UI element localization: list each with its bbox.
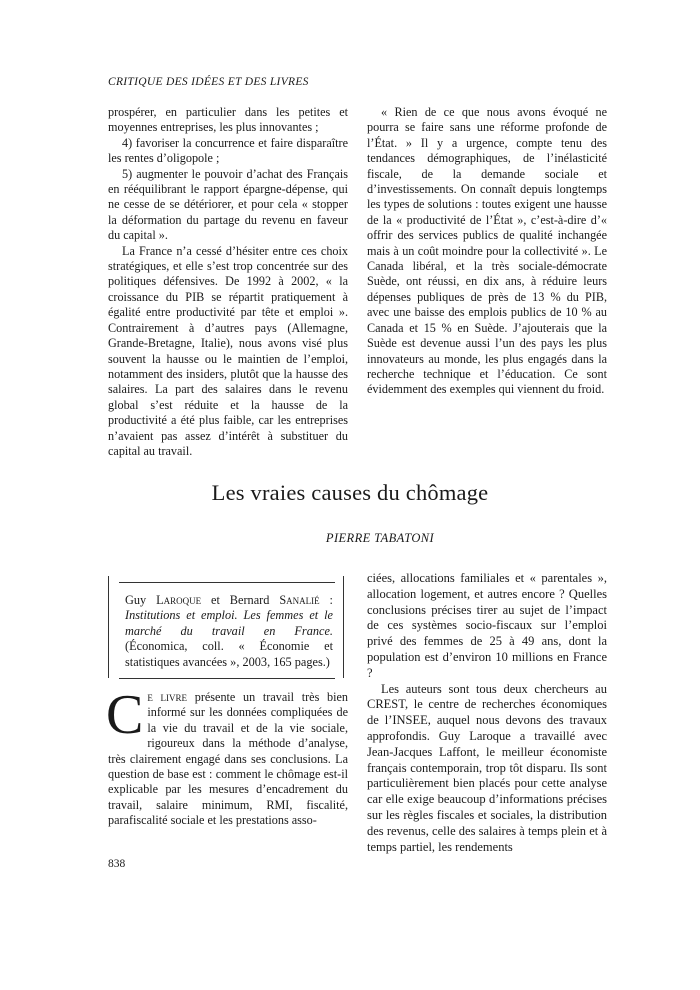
book-reference [119,582,335,679]
first-word: e livre [147,690,188,704]
bottom-right-column [367,571,607,855]
conjunction: et [211,593,220,607]
author-last-name: Sanalié [279,593,320,607]
author-last-name: Laroque [156,593,202,607]
colon: : [319,593,333,607]
paragraph: prospérer, en particulier dans les petites et moyennes entreprises, les plus innovantes ; [108,105,348,135]
paragraph: 5) augmenter le pouvoir d’achat des Français en rééquilibrant le rapport épargne-dépense, qui ne cesse de se détériorer, et pour cela « stopper la déformation du partage du revenu en faveur du capital ». [108,166,348,243]
article-author: PIERRE TABATONI [325,531,435,545]
book-title: Institutions et emploi. Les femmes et le marché du travail en France. [125,608,333,638]
paragraph: La France n’a cessé d’hésiter entre ces choix stratégiques, et elle s’est trop concentrée sur des politiques défensives. De 1992 à 2002, « la croissance du PIB se répartit pratiquement à égalité entre productivité par tête et emploi ». Contrairement à d’autres pays (Allemagne, Grande-Bretagne, Italie), nous avons visé plus souvent la hausse ou le maintien de l’emploi, notamment des insiders, plutôt que la hausse des salaires. La part des salaires dans le revenu global s’est réduite et la hausse de la productivité a été plus faible, car les entreprises n’avaient pas assez d’intérêt à substituer du capital au travail. [108,243,348,458]
paragraph-text: présente un travail très bien informé sur les données compliquées de la vie du travail et de la vie sociale, rigoureux dans la méthode d’analyse, très clairement engagé dans ses conclusions. La question de base est : comment le chômage est-il explicable par les mesures d’encadrement du travail, salaire minimum, RMI, fiscalité, parafiscalité sociale et les prestations asso- [108,690,348,828]
paragraph [106,684,348,829]
author-first-name: Guy [125,593,147,607]
drop-cap: C [106,684,144,746]
page-number: 838 [108,858,126,870]
paragraph: « Rien de ce que nous avons évoqué ne pourra se faire sans une réforme profonde de l’État. » Il y a urgence, compte tenu des tendances démographiques, de l’inélasticité fiscale, de la demande sociale et d’investissements. On connaît depuis longtemps les types de solutions : toutes exigent une hausse de la « productivité de l’État », c’est-à-dire d’« offrir des services publics de qualité inchangée mais à un coût moindre pour la collectivité ». Le Canada libéral, et la très sociale-démocrate Suède, ont réussi, en dix ans, à réduire leurs dépenses publiques de près de 13 % du PIB, avec une baisse des emplois publics de 10 % au Canada et 15 % en Suède. J’ajouterais que la Suède est devenue aussi l’un des pays les plus innovateurs au monde, les plus engagés dans la recherche technique et l’éducation. Ce sont évidemment des exemples qui viennent du froid. [367,105,607,397]
paragraph: 4) favoriser la concurrence et faire disparaître les rentes d’oligopole ; [108,135,348,166]
bottom-left-column [106,684,348,829]
top-right-column [367,105,607,398]
book-reference-box [108,576,344,678]
paragraph: Les auteurs sont tous deux chercheurs au CREST, le centre de recherches économiques de l’INSEE, auquel nous devons des travaux approfondis. Guy Laroque a travaillé avec Jean-Jacques Laffont, le meilleur économiste français contemporain, trop tôt disparu. Ils sont particulièrement bien placés pour cette analyse car elle exige beaucoup d’informations précises sur les règles fiscales et sociales, la distribution des revenus, celle des salaires à temps plein et à temps partiel, les rendements [367,681,607,854]
publisher-info: (Économica, coll. « Économie et statistiques avancées », 2003, 165 pages.) [125,639,333,669]
article-title: Les vraies causes du chômage [211,480,489,505]
paragraph: ciées, allocations familiales et « parentales », allocation logement, et autres encore ? Quelles conclusions précises tirer au sujet de l’impact de ces systèmes socio-fiscaux sur l’emploi privé des femmes de 25 à 49 ans, dont la population est d’environ 10 millions en France ? [367,571,607,680]
top-left-column [108,105,348,459]
author-first-name: Bernard [229,593,270,607]
running-head: CRITIQUE DES IDÉES ET DES LIVRES [108,76,309,88]
